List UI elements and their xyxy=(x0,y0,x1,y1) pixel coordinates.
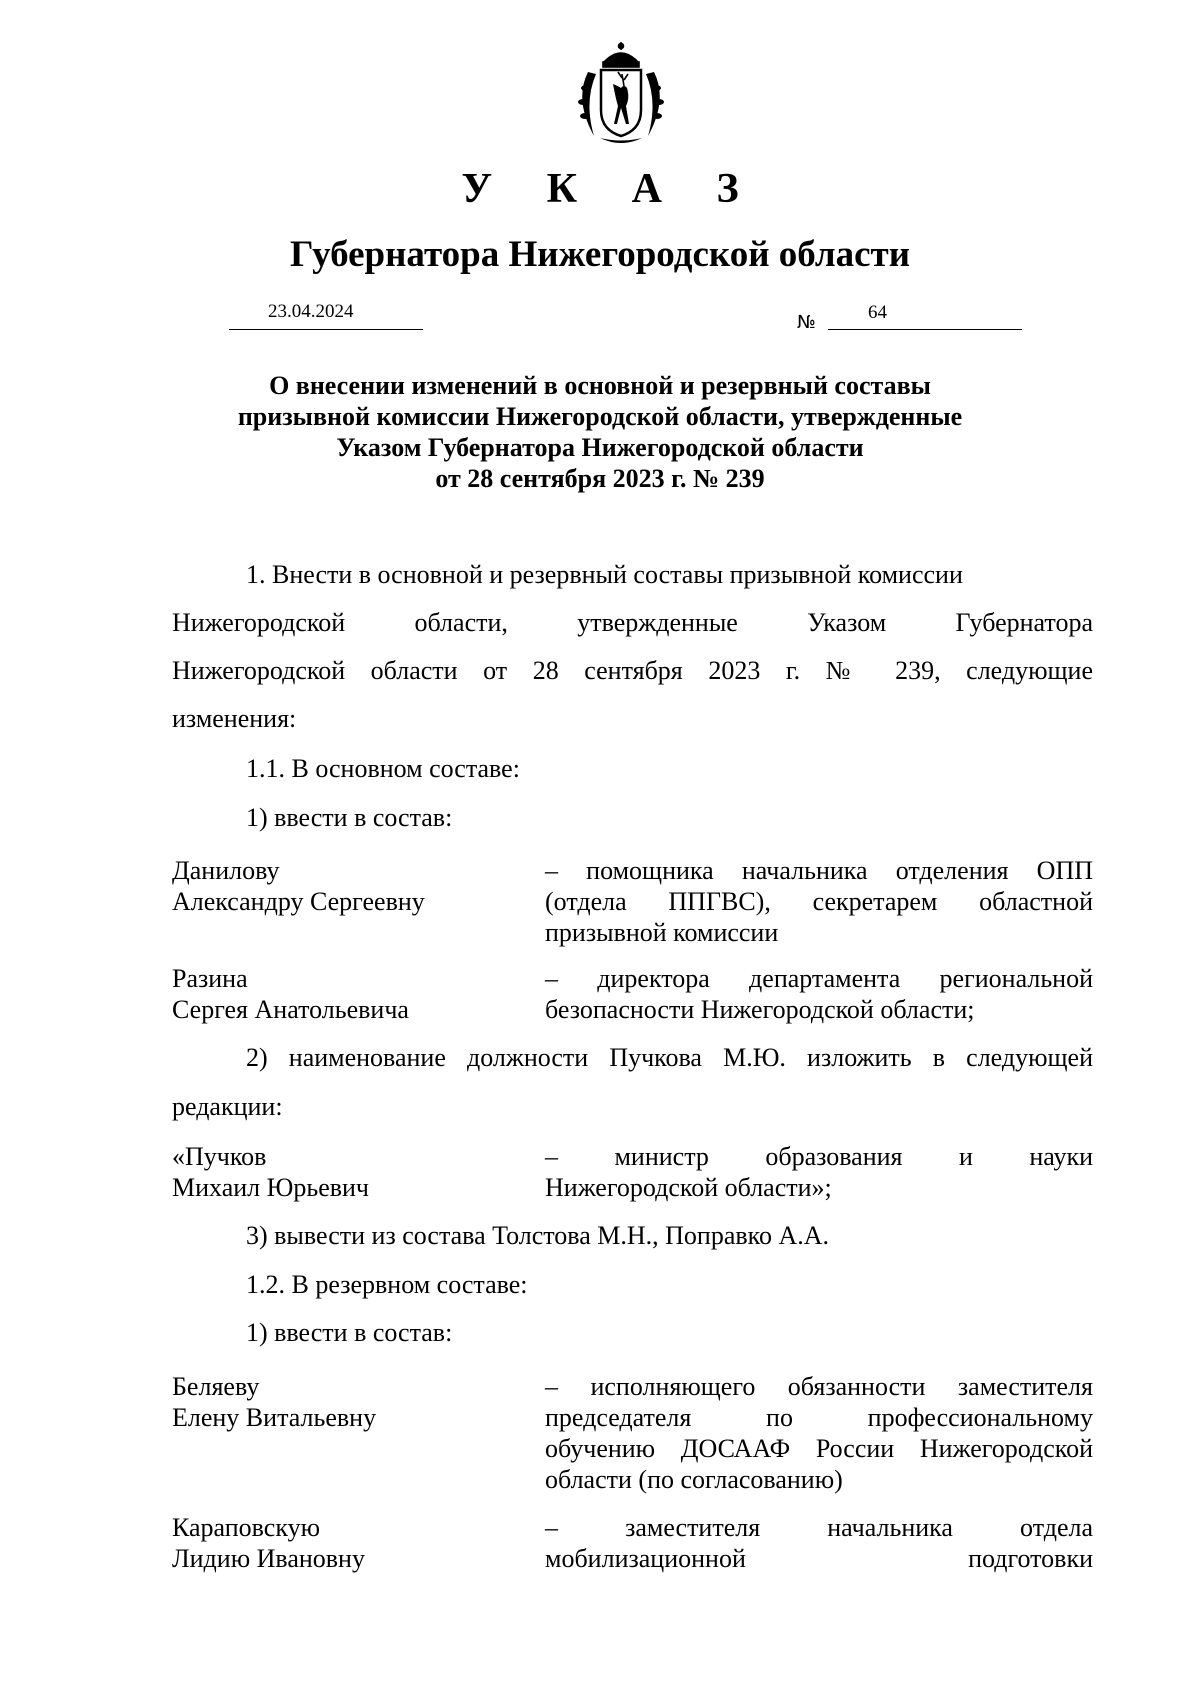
paragraph-1-line: Нижегородской области, утвержденные Указом Губернатора xyxy=(172,608,1093,637)
coat-of-arms-emblem xyxy=(566,40,676,150)
paragraph-1-line: Нижегородской области от 28 сентября 2023 г. № 239, следующие xyxy=(172,656,1093,685)
section-1-2-heading: 1.2. В резервном составе: xyxy=(246,1270,528,1299)
subject-line: Указом Губернатора Нижегородской области xyxy=(336,433,864,462)
document-date: 23.04.2024 xyxy=(268,301,354,322)
member-name: Беляеву Елену Витальевну xyxy=(172,1372,377,1432)
item-2-rename-position-cont: редакции: xyxy=(172,1092,283,1121)
number-sign: № xyxy=(797,312,816,333)
member-name: «Пучков Михаил Юрьевич xyxy=(172,1142,370,1202)
member-position: – заместителя начальника отдела мобилизационной подготовки xyxy=(545,1513,1093,1573)
member-position: – помощника начальника отделения ОПП (отдела ППГВС), секретарем областной призывной комиссии xyxy=(545,856,1093,947)
paragraph-1-line: изменения: xyxy=(172,704,297,733)
member-position: – исполняющего обязанности заместителя председателя по профессиональному обучению ДОСААФ России Нижегородской области (по согласованию) xyxy=(545,1372,1093,1494)
item-1-add-members: 1) ввести в состав: xyxy=(246,803,453,832)
number-underline xyxy=(828,329,1022,330)
member-name: Караповскую Лидию Ивановну xyxy=(172,1513,365,1573)
document-subject xyxy=(180,370,1020,494)
paragraph-1-line: 1. Внести в основной и резервный составы призывной комиссии xyxy=(246,560,963,589)
item-2-rename-position: 2) наименование должности Пучкова М.Ю. изложить в следующей xyxy=(246,1043,1093,1072)
document-number: 64 xyxy=(868,302,887,323)
subject-line: О внесении изменений в основной и резервный составы xyxy=(269,371,931,400)
member-position: – директора департамента региональной безопасности Нижегородской области; xyxy=(545,964,1093,1024)
subject-line: призывной комиссии Нижегородской области, утвержденные xyxy=(237,402,963,431)
item-1-add-reserve-members: 1) ввести в состав: xyxy=(246,1318,453,1347)
section-1-1-heading: 1.1. В основном составе: xyxy=(246,754,520,783)
subject-line: от 28 сентября 2023 г. № 239 xyxy=(435,464,765,493)
member-position: – министр образования и науки Нижегородской области»; xyxy=(545,1142,1093,1202)
issuer-title: Губернатора Нижегородской области xyxy=(289,234,911,275)
document-type-title: У К А З xyxy=(461,166,761,212)
date-underline xyxy=(229,329,423,330)
crown-icon xyxy=(603,42,639,67)
item-3-remove-members: 3) вывести из состава Толстова М.Н., Поправко А.А. xyxy=(246,1221,829,1250)
member-name: Разина Сергея Анатольевича xyxy=(172,964,409,1024)
member-name: Данилову Александру Сергеевну xyxy=(172,856,425,916)
